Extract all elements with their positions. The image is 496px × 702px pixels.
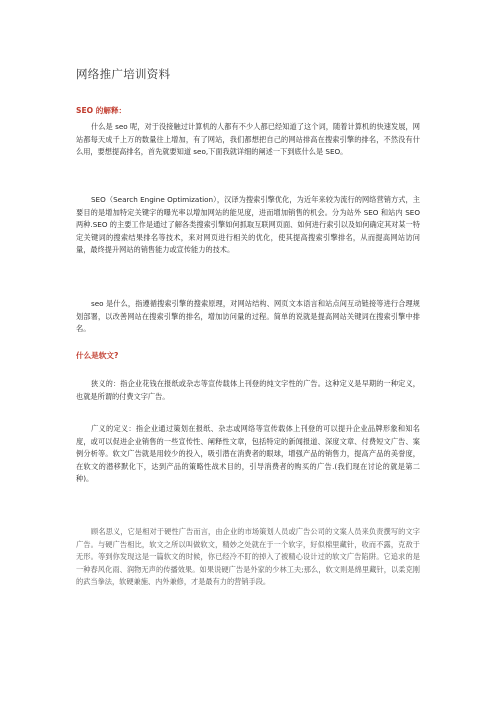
section-heading-seo: SEO 的解释： <box>76 106 127 115</box>
paragraph-seo-definition: SEO（Search Engine Optimization），汉译为搜索引擎优化，为近年来较为流行的网络营销方式，主要目的是增加特定关键字的曝光率以增加网站的能见度，进而增加销售的机会。分为站外 SEO 和站内 SEO 两种.SEO 的主要工作是通过了解各类搜索引擎如何抓取互联网页面、如何进行索引以及如何确定其对某一特定关键词的搜索结果排名等技术，来对网页进行相关的优化，使其提高搜索引擎排名，从而提高网站访问量，最终提升网站的销售能力或宣传能力的技术。 <box>76 195 420 255</box>
paragraph-seo-intro: 什么是 seo 呢，对于没接触过计算机的人都有不少人都已经知道了这个词，随着计算机的快速发展，网站都每天成千上万的数量往上增加，有了网站，我们都想把自己的网站排高在搜索引擎的排名，不然没有什么用，要想提高排名，首先就要知道 seo,下面我就详细的阐述一下到底什么是 SEO。 <box>76 122 420 157</box>
document-title: 网络推广培训资料 <box>76 67 171 81</box>
section-heading-ruanwen: 什么是软文? <box>76 351 119 360</box>
paragraph-seo-summary: seo 是什么，指遵循搜索引擎的搜索原理，对网站结构、网页文本语言和站点间互动链接等进行合理规划部署，以改善网站在搜索引擎的排名，增加访问量的过程。简单的说就是提高网站关键词在搜索引擎中排名。 <box>76 299 420 334</box>
paragraph-broad-definition: 广义的定义：指企业通过策划在报纸、杂志或网络等宣传载体上刊登的可以提升企业品牌形象和知名度，或可以促进企业销售的一些宣传性、阐释性文章，包括特定的新闻报道、深度文章、付费短文广告、案例分析等。软文广告就是用较少的投入，吸引潜在消费者的眼球，增强产品的销售力，提高产品的美誉度，在软文的潜移默化下，达到产品的策略性战术目的，引导消费者的购买的广告.(我们现在讨论的就是第二种)。 <box>76 424 420 484</box>
paragraph-soft-vs-hard: 顾名思义，它是相对于硬性广告而言，由企业的市场策划人员或广告公司的文案人员来负责撰写的文字广告。与硬广告相比，软文之所以叫做软文，精妙之处就在于一个软字，好似棉里藏针，收而不露，克敌于无形。等到你发现这是一篇软文的时候，你已经冷不盯的掉入了被精心设计过的软文广告陷阱。它追求的是一种春风化雨、润物无声的传播效果。如果说硬广告是外家的少林工夫;那么，软文则是绵里藏针，以柔克刚的武当拳法，软硬兼施、内外兼修，才是最有力的营销手段。 <box>76 527 420 587</box>
paragraph-narrow-definition: 狭义的：指企业花钱在报纸或杂志等宣传载体上刊登的纯文字性的广告。这种定义是早期的一种定义，也就是所谓的付费文字广告。 <box>76 379 420 401</box>
